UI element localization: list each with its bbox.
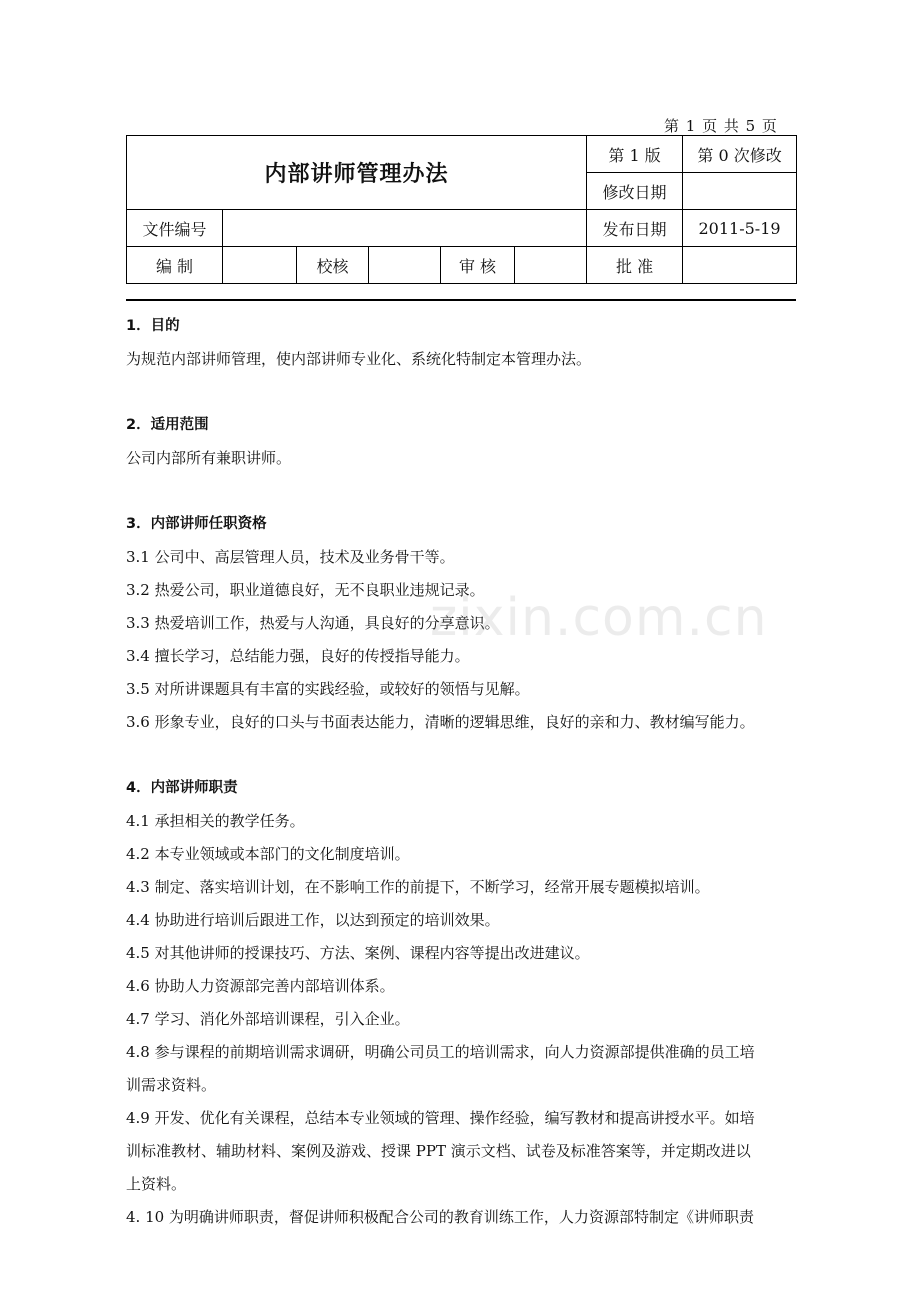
body-line: 4.2 本专业领域或本部门的文化制度培训。 <box>126 845 410 863</box>
file-no-value <box>223 210 587 247</box>
section-heading: 4．内部讲师职责 <box>126 780 238 796</box>
revision-cell: 第 0 次修改 <box>683 136 797 173</box>
body-line: 4.1 承担相关的教学任务。 <box>126 812 305 830</box>
body-line: 3.6 形象专业，良好的口头与书面表达能力，清晰的逻辑思维，良好的亲和力、教材编写能力。 <box>126 713 755 731</box>
publish-date-label: 发布日期 <box>587 210 683 247</box>
approve-value <box>683 247 797 284</box>
body-line: 为规范内部讲师管理，使内部讲师专业化、系统化特制定本管理办法。 <box>126 350 592 368</box>
section-heading: 3．内部讲师任职资格 <box>126 516 267 532</box>
body-line: 公司内部所有兼职讲师。 <box>126 449 292 467</box>
body-line: 训标准教材、辅助材料、案例及游戏、授课 PPT 演示文档、试卷及标准答案等，并定期改进以 <box>126 1142 751 1160</box>
body-line: 4.7 学习、消化外部培训课程，引入企业。 <box>126 1010 410 1028</box>
compile-value <box>223 247 297 284</box>
section-heading: 1．目的 <box>126 318 180 334</box>
header-row-4 <box>127 247 797 284</box>
body-line: 3.4 擅长学习，总结能力强，良好的传授指导能力。 <box>126 647 470 665</box>
body-line: 4.3 制定、落实培训计划，在不影响工作的前提下，不断学习，经常开展专题模拟培训。 <box>126 878 710 896</box>
approve-label: 批 准 <box>587 247 683 284</box>
body-line: 训需求资料。 <box>126 1076 217 1094</box>
body-line: 4.5 对其他讲师的授课技巧、方法、案例、课程内容等提出改进建议。 <box>126 944 590 962</box>
body-line: 4.9 开发、优化有关课程，总结本专业领域的管理、操作经验，编写教材和提高讲授水平。如培 <box>126 1109 755 1127</box>
modify-date-value <box>683 173 797 210</box>
file-no-label: 文件编号 <box>127 210 223 247</box>
body-line: 上资料。 <box>126 1175 187 1193</box>
section-spacer <box>126 376 796 409</box>
publish-date-value: 2011-5-19 <box>683 210 797 247</box>
watermark: zixin.com.cn <box>430 588 768 648</box>
body-line: 4. 10 为明确讲师职责，督促讲师积极配合公司的教育训练工作，人力资源部特制定《讲师职责 <box>126 1208 754 1226</box>
header-divider <box>126 299 796 301</box>
version-cell: 第 1 版 <box>587 136 683 173</box>
modify-date-label: 修改日期 <box>587 173 683 210</box>
body-line: 3.1 公司中、高层管理人员，技术及业务骨干等。 <box>126 548 455 566</box>
header-row-3 <box>127 210 797 247</box>
audit-value <box>515 247 587 284</box>
section-spacer <box>126 475 796 508</box>
body-line: 3.2 热爱公司，职业道德良好，无不良职业违规记录。 <box>126 581 485 599</box>
body-line: 4.4 协助进行培训后跟进工作，以达到预定的培训效果。 <box>126 911 500 929</box>
review-label: 校核 <box>297 247 369 284</box>
audit-label: 审 核 <box>441 247 515 284</box>
body-line: 3.3 热爱培训工作，热爱与人沟通，具良好的分享意识。 <box>126 614 500 632</box>
document-body <box>126 310 796 1234</box>
page-number: 第 1 页 共 5 页 <box>664 117 778 135</box>
compile-label: 编 制 <box>127 247 223 284</box>
review-value <box>369 247 441 284</box>
body-line: 3.5 对所讲课题具有丰富的实践经验，或较好的领悟与见解。 <box>126 680 530 698</box>
body-line: 4.6 协助人力资源部完善内部培训体系。 <box>126 977 395 995</box>
body-line: 4.8 参与课程的前期培训需求调研，明确公司员工的培训需求，向人力资源部提供准确的员工培 <box>126 1043 755 1061</box>
section-spacer <box>126 739 796 772</box>
document-title: 内部讲师管理办法 <box>127 136 587 210</box>
header-row-1 <box>127 136 797 173</box>
document-header-table <box>126 135 797 284</box>
section-heading: 2．适用范围 <box>126 417 209 433</box>
